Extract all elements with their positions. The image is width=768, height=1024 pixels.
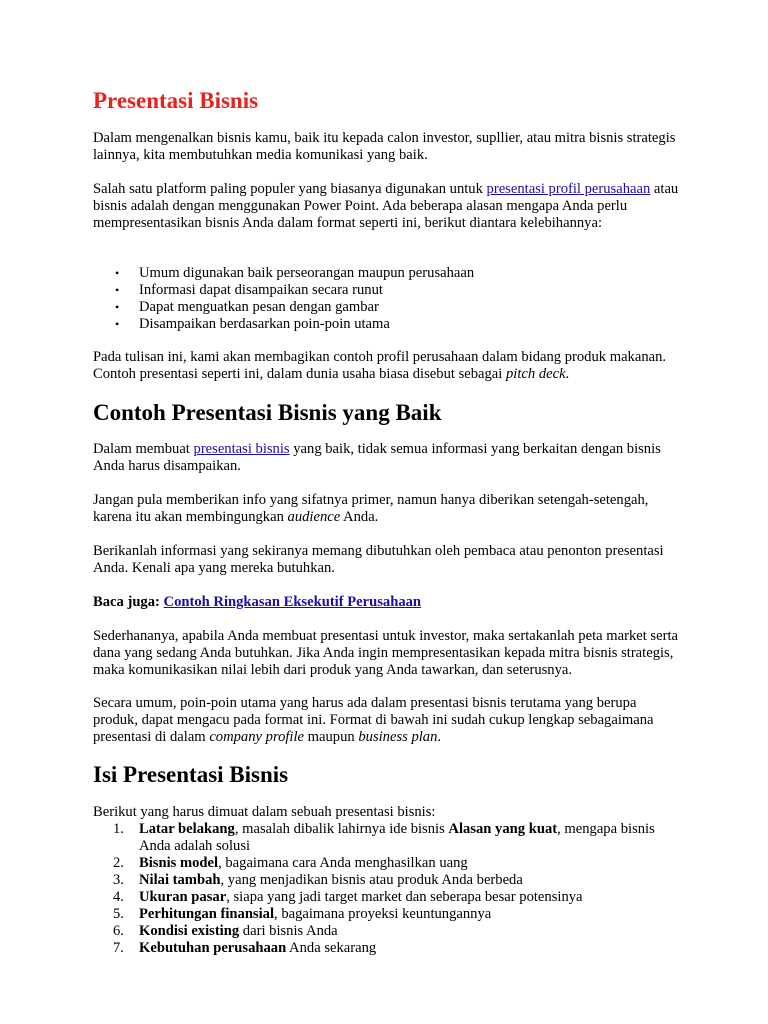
list-item — [93, 872, 683, 889]
item-text: , bagaimana cara Anda menghasilkan uang — [218, 855, 468, 871]
format-paragraph — [93, 695, 683, 746]
bullet-icon: • — [115, 283, 120, 297]
item-term: Latar belakang — [139, 821, 235, 837]
item-term: Alasan yang kuat — [448, 821, 558, 837]
list-item — [93, 282, 474, 299]
berikan-paragraph: Berikanlah informasi yang sekiranya memang dibutuhkan oleh pembaca atau penonton presentasi Anda. Kenali apa yang mereka butuhkan. — [93, 543, 664, 576]
ringkasan-eksekutif-link[interactable]: Contoh Ringkasan Eksekutif Perusahaan — [163, 594, 422, 610]
list-item — [93, 889, 683, 906]
paragraph-text: Secara umum, poin-poin utama yang harus ada dalam presentasi bisnis terutama yang berupa produk, dapat mengacu pada format ini. Format di bawah ini sudah cukup lengkap sebagaimana presentasi di dalam — [93, 695, 654, 745]
section-heading-contoh: Contoh Presentasi Bisnis yang Baik — [93, 400, 442, 425]
baca-juga-label: Baca juga: — [93, 594, 164, 610]
list-number: 6. — [113, 923, 124, 939]
intro-paragraph: Dalam mengenalkan bisnis kamu, baik itu kepada calon investor, supllier, atau mitra bisnis strategis lainnya, kita membutuhkan media komunikasi yang baik. — [93, 130, 676, 163]
paragraph-text: Pada tulisan ini, kami akan membagikan contoh profil perusahaan dalam bidang produk makanan. Contoh presentasi seperti ini, dalam dunia usaha biasa disebut sebagai — [93, 349, 667, 382]
italic-term: audience — [287, 509, 341, 525]
item-term: Perhitungan finansial — [139, 906, 275, 922]
list-item — [93, 906, 683, 923]
advantages-list — [93, 265, 474, 333]
paragraph-text: Dalam membuat — [93, 441, 194, 457]
item-text: , bagaimana proyeksi keuntungannya — [274, 906, 492, 922]
list-item-text: Dapat menguatkan pesan dengan gambar — [139, 299, 379, 315]
list-item — [93, 923, 683, 940]
list-item — [93, 940, 683, 957]
pitch-deck-paragraph — [93, 349, 683, 383]
paragraph-text: atau bisnis adalah dengan menggunakan Power Point. Ada beberapa alasan mengapa Anda perlu mempresentasikan bisnis Anda dalam format seperti ini, berikut diantara kelebihannya: — [93, 181, 679, 231]
list-item — [93, 316, 474, 333]
paragraph-text: . — [437, 729, 442, 745]
italic-term: pitch deck — [505, 366, 566, 382]
paragraph-text: maupun — [304, 729, 359, 745]
presentasi-profil-link[interactable]: presentasi profil perusahaan — [486, 181, 651, 197]
berikut-paragraph: Berikut yang harus dimuat dalam sebuah presentasi bisnis: — [93, 804, 436, 820]
platform-paragraph — [93, 181, 683, 232]
list-number: 2. — [113, 855, 124, 871]
list-number: 7. — [113, 940, 124, 956]
bullet-icon: • — [115, 300, 120, 314]
list-number: 1. — [113, 821, 124, 837]
item-term: Bisnis model — [139, 855, 219, 871]
item-term: Kebutuhan perusahaan — [139, 940, 287, 956]
paragraph-text: yang baik, tidak semua informasi yang berkaitan dengan bisnis Anda harus disampaikan. — [93, 441, 661, 474]
list-item-text: Disampaikan berdasarkan poin-poin utama — [139, 316, 390, 332]
list-item-text: Umum digunakan baik perseorangan maupun perusahaan — [139, 265, 475, 281]
page-title: Presentasi Bisnis — [93, 88, 259, 113]
list-number: 4. — [113, 889, 124, 905]
list-number: 3. — [113, 872, 124, 888]
item-term: Kondisi existing — [139, 923, 240, 939]
bullet-icon: • — [115, 317, 120, 331]
list-item-text: Informasi dapat disampaikan secara runut — [139, 282, 383, 298]
info-paragraph — [93, 492, 683, 526]
item-text: , yang menjadikan bisnis atau produk Anda berbeda — [220, 872, 523, 888]
list-item — [93, 855, 683, 872]
paragraph-text: Jangan pula memberikan info yang sifatnya primer, namun hanya diberikan setengah-setengah, karena itu akan membingungkan — [93, 492, 649, 525]
item-text: , masalah dibalik lahirnya ide bisnis — [234, 821, 449, 837]
baca-juga-line — [93, 594, 683, 611]
item-term: Nilai tambah — [139, 872, 221, 888]
paragraph-text: Salah satu platform paling populer yang biasanya digunakan untuk — [93, 181, 487, 197]
italic-term: business plan — [358, 729, 438, 745]
investor-paragraph: Sederhananya, apabila Anda membuat presentasi untuk investor, maka sertakanlah peta market serta dana yang sedang Anda butuhkan. Jika Anda ingin mempresentasikan kepada mitra bisnis strategis, maka komunikasikan nilai lebih dari produk yang Anda tawarkan, dan seterusnya. — [93, 628, 678, 678]
list-number: 5. — [113, 906, 124, 922]
paragraph-text: . — [565, 366, 570, 382]
paragraph-text: Anda. — [340, 509, 379, 525]
item-text: , siapa yang jadi target market dan seberapa besar potensinya — [226, 889, 583, 905]
item-text: Anda sekarang — [286, 940, 377, 956]
membuat-paragraph — [93, 441, 683, 475]
item-text: , mengapa bisnis Anda adalah solusi — [139, 821, 655, 854]
item-text: dari bisnis Anda — [239, 923, 338, 939]
list-item — [93, 299, 474, 316]
list-item — [93, 265, 474, 282]
item-term: Ukuran pasar — [139, 889, 227, 905]
italic-term: company profile — [209, 729, 305, 745]
bullet-icon: • — [115, 266, 120, 280]
section-heading-isi: Isi Presentasi Bisnis — [93, 762, 289, 787]
list-item — [93, 821, 683, 855]
presentasi-bisnis-link[interactable]: presentasi bisnis — [193, 441, 290, 457]
content-list — [93, 821, 683, 957]
